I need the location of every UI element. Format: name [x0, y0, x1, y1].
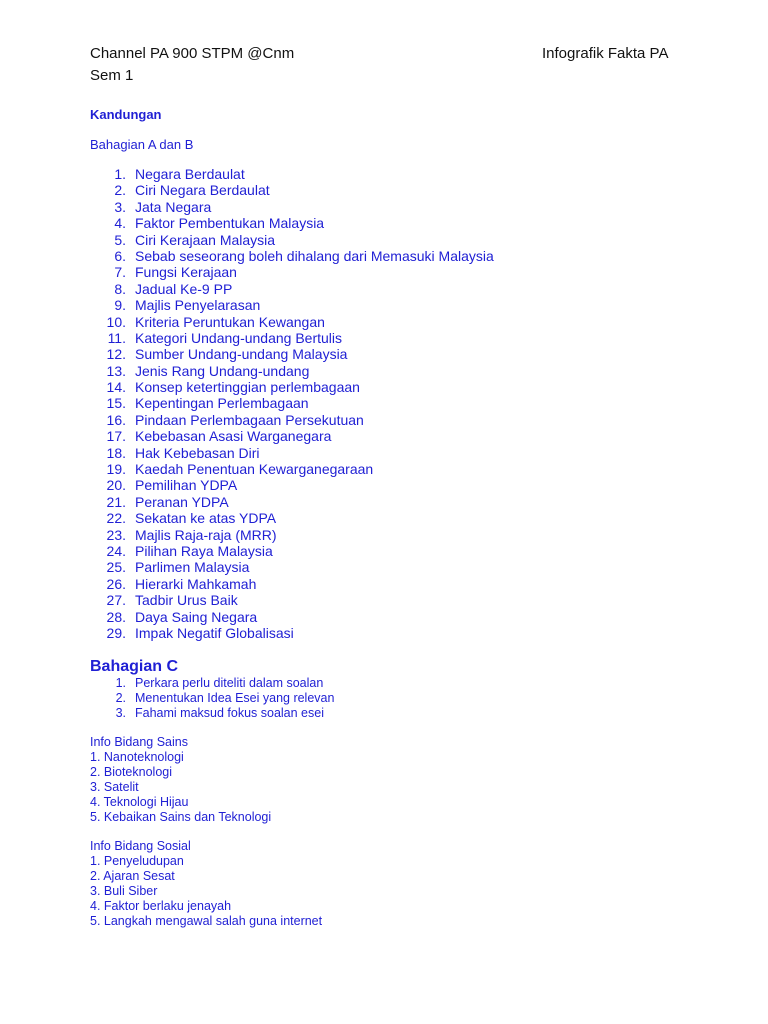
toc-item-number: 14. [106, 379, 126, 396]
toc-item-label: Sumber Undang-undang Malaysia [135, 346, 348, 363]
toc-item-number: 1. [115, 676, 126, 690]
toc-item[interactable] [90, 676, 334, 691]
section-ab-list [90, 166, 494, 641]
toc-item[interactable] [90, 182, 494, 198]
list-item[interactable]: 5. Kebaikan Sains dan Teknologi [90, 810, 272, 824]
toc-item[interactable] [90, 330, 494, 346]
toc-item-number: 16. [106, 411, 126, 428]
toc-item[interactable] [90, 592, 494, 608]
toc-item-label: Negara Berdaulat [135, 166, 245, 182]
toc-item[interactable] [90, 215, 494, 231]
toc-item[interactable] [90, 166, 494, 182]
info-sosial-list [90, 839, 322, 929]
list-item[interactable]: 1. Penyeludupan [90, 854, 184, 868]
toc-item[interactable] [90, 445, 494, 461]
toc-item[interactable] [90, 346, 494, 362]
toc-item[interactable] [90, 625, 494, 641]
toc-item-number: 24. [106, 542, 126, 559]
toc-item-number: 22. [106, 510, 126, 527]
toc-item-number: 10. [106, 313, 126, 330]
toc-item[interactable] [90, 576, 494, 592]
toc-item[interactable] [90, 248, 494, 264]
toc-item-number: 6. [114, 247, 126, 264]
info-sains-list [90, 735, 271, 825]
toc-item[interactable] [90, 559, 494, 575]
list-item[interactable]: 3. Buli Siber [90, 884, 158, 898]
toc-item-label: Kepentingan Perlembagaan [135, 395, 309, 412]
toc-item-label: Kategori Undang-undang Bertulis [135, 329, 343, 346]
toc-item[interactable] [90, 543, 494, 559]
toc-item-number: 1. [114, 166, 126, 182]
toc-item-number: 3. [115, 706, 126, 720]
toc-item[interactable] [90, 363, 494, 379]
list-item[interactable]: 2. Bioteknologi [90, 765, 173, 779]
toc-item-label: Tadbir Urus Baik [135, 592, 238, 609]
toc-item-number: 7. [114, 264, 126, 281]
toc-item-number: 15. [106, 395, 126, 412]
toc-item-number: 4. [114, 215, 126, 232]
toc-item-number: 23. [106, 526, 126, 543]
info-sosial-heading: Info Bidang Sosial [90, 839, 191, 853]
toc-item[interactable] [90, 379, 494, 395]
toc-item-label: Ciri Kerajaan Malaysia [135, 231, 276, 248]
toc-item-label: Perkara perlu diteliti dalam soalan [135, 676, 324, 690]
toc-item-number: 13. [106, 362, 126, 379]
toc-item-number: 8. [114, 280, 126, 297]
toc-item[interactable] [90, 281, 494, 297]
toc-item-number: 17. [106, 428, 126, 445]
toc-item-label: Hak Kebebasan Diri [135, 444, 260, 461]
toc-item-label: Hierarki Mahkamah [135, 575, 257, 592]
section-c-list [90, 676, 334, 721]
section-c-heading: Bahagian C [90, 658, 179, 675]
toc-item-label: Konsep ketertinggian perlembagaan [135, 379, 360, 396]
toc-item-label: Majlis Raja-raja (MRR) [135, 526, 277, 543]
toc-item-label: Pindaan Perlembagaan Persekutuan [135, 411, 364, 428]
toc-item-number: 25. [106, 559, 126, 576]
toc-item[interactable] [90, 314, 494, 330]
toc-item-label: Jadual Ke-9 PP [135, 280, 233, 297]
toc-item-number: 27. [106, 592, 126, 609]
toc-item-number: 12. [106, 346, 126, 363]
toc-item-label: Parlimen Malaysia [135, 559, 250, 576]
toc-item-label: Sekatan ke atas YDPA [135, 510, 277, 527]
toc-item-number: 20. [106, 477, 126, 494]
list-item[interactable]: 5. Langkah mengawal salah guna internet [90, 914, 323, 928]
toc-item-number: 21. [106, 493, 126, 510]
toc-item-number: 11. [107, 329, 126, 346]
toc-item[interactable] [90, 297, 494, 313]
toc-item-number: 9. [114, 297, 126, 314]
toc-item[interactable] [90, 527, 494, 543]
toc-item-label: Menentukan Idea Esei yang relevan [135, 691, 335, 705]
toc-item-label: Pilihan Raya Malaysia [135, 542, 273, 559]
toc-item-label: Sebab seseorang boleh dihalang dari Memasuki Malaysia [135, 247, 494, 264]
toc-item-number: 3. [114, 198, 126, 215]
toc-item-label: Ciri Negara Berdaulat [135, 182, 270, 199]
list-item[interactable]: 4. Faktor berlaku jenayah [90, 899, 232, 913]
toc-item-label: Pemilihan YDPA [135, 477, 238, 494]
toc-item[interactable] [90, 395, 494, 411]
toc-item-label: Kaedah Penentuan Kewarganegaraan [135, 461, 374, 478]
toc-item-number: 26. [106, 575, 126, 592]
toc-item-number: 28. [106, 608, 126, 625]
toc-item-label: Jata Negara [135, 198, 212, 215]
contents-heading: Kandungan [90, 107, 162, 122]
toc-item-number: 19. [106, 461, 126, 478]
toc-item-label: Daya Saing Negara [135, 608, 258, 625]
header-channel-title: Channel PA 900 STPM @Cnm [90, 45, 295, 62]
toc-item[interactable] [90, 461, 494, 477]
toc-item-label: Kebebasan Asasi Warganegara [135, 428, 332, 445]
toc-item[interactable] [90, 264, 494, 280]
toc-item[interactable] [90, 494, 494, 510]
toc-item[interactable] [90, 412, 494, 428]
toc-item-label: Kriteria Peruntukan Kewangan [135, 313, 325, 330]
header-infographic-title: Infografik Fakta PA [542, 45, 669, 62]
toc-item[interactable] [90, 609, 494, 625]
toc-item-label: Peranan YDPA [135, 493, 229, 510]
section-ab-heading: Bahagian A dan B [90, 137, 194, 152]
toc-item[interactable] [90, 510, 494, 526]
info-sains-heading: Info Bidang Sains [90, 735, 188, 749]
toc-item-number: 29. [106, 624, 126, 641]
toc-item[interactable] [90, 706, 334, 721]
toc-item[interactable] [90, 199, 494, 215]
toc-item[interactable] [90, 477, 494, 493]
toc-item-label: Faktor Pembentukan Malaysia [135, 215, 325, 232]
header-semester: Sem 1 [90, 67, 134, 84]
toc-item[interactable] [90, 428, 494, 444]
toc-item[interactable] [90, 691, 334, 706]
toc-item-number: 18. [106, 444, 126, 461]
toc-item-label: Fahami maksud fokus soalan esei [135, 706, 324, 720]
toc-item-label: Fungsi Kerajaan [135, 264, 237, 281]
toc-item-label: Jenis Rang Undang-undang [135, 362, 310, 379]
toc-item-number: 2. [115, 691, 126, 705]
list-item[interactable]: 4. Teknologi Hijau [90, 795, 189, 809]
toc-item-label: Majlis Penyelarasan [135, 297, 261, 314]
toc-item[interactable] [90, 232, 494, 248]
toc-item-number: 2. [114, 182, 126, 199]
list-item[interactable]: 1. Nanoteknologi [90, 750, 184, 764]
list-item[interactable]: 3. Satelit [90, 780, 139, 794]
toc-item-number: 5. [114, 231, 126, 248]
toc-item-label: Impak Negatif Globalisasi [135, 624, 294, 641]
list-item[interactable]: 2. Ajaran Sesat [90, 869, 175, 883]
